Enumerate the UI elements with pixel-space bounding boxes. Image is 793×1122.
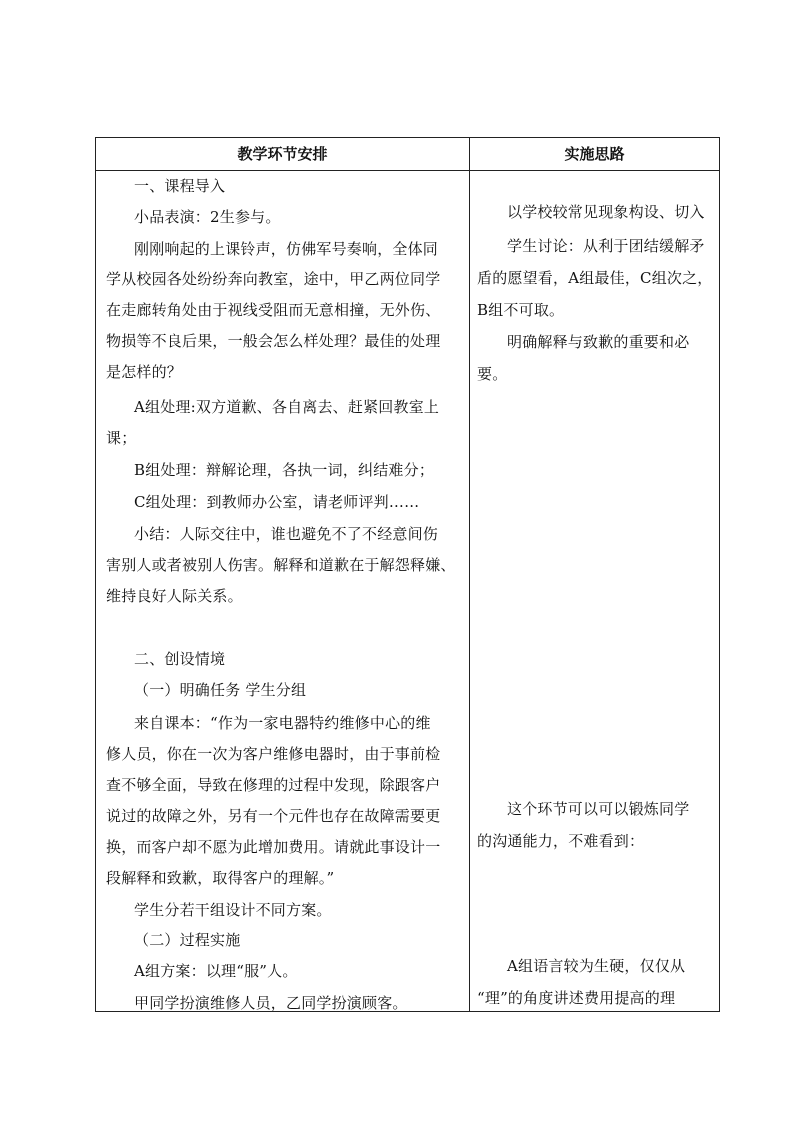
left-line: 说过的故障之外，另有一个元件也存在故障需要更 — [106, 807, 441, 825]
left-line: 物损等不良后果，一般会怎么样处理？最佳的处理 — [106, 332, 441, 350]
right-line: 要。 — [477, 365, 508, 383]
left-line: A组方案：以理“服”人。 — [134, 962, 298, 980]
left-line: 查不够全面，导致在修理的过程中发现，除跟客户 — [106, 776, 441, 794]
right-line: 明确解释与致歉的重要和必 — [507, 333, 690, 351]
left-line: A组处理:双方道歉、各自离去、赶紧回教室上 — [134, 398, 440, 416]
left-line: 维持良好人际关系。 — [106, 587, 243, 605]
left-line: 学从校园各处纷纷奔向教室，途中，甲乙两位同学 — [106, 270, 441, 288]
right-line: B组不可取。 — [477, 301, 565, 319]
left-line: 课； — [106, 429, 137, 447]
right-line: 学生讨论：从利于团结缓解矛 — [507, 237, 705, 255]
teaching-arrangement-cell — [106, 171, 462, 1011]
left-line: 在走廊转角处由于视线受阻而无意相撞，无外伤、 — [106, 301, 441, 319]
header-implementation-ideas: 实施思路 — [564, 145, 625, 163]
right-line: 的沟通能力，不难看到： — [477, 832, 645, 850]
left-line: 段解释和致歉，取得客户的理解。” — [106, 869, 335, 887]
left-line: 来自课本：“作为一家电器特约维修中心的维 — [134, 714, 431, 732]
left-line: 小品表演：2生参与。 — [134, 208, 281, 226]
left-line: 学生分若干组设计不同方案。 — [134, 901, 332, 919]
left-line: 小结：人际交往中，谁也避免不了不经意间伤 — [134, 525, 439, 543]
right-line: 盾的愿望看，A组最佳，C组次之， — [477, 269, 713, 287]
right-line: “理”的角度讲述费用提高的理 — [477, 989, 676, 1007]
lesson-plan-table — [95, 137, 720, 1012]
left-line: 害别人或者被别人伤害。解释和道歉在于解怨释嫌、 — [106, 556, 456, 574]
left-line: 是怎样的？ — [106, 363, 183, 381]
table-header-row — [96, 138, 719, 171]
left-line: （一）明确任务 学生分组 — [134, 681, 307, 699]
left-line: 换，而客户却不愿为此增加费用。请就此事设计一 — [106, 838, 441, 856]
header-teaching-arrangement: 教学环节安排 — [237, 145, 328, 163]
left-line: 甲同学扮演维修人员，乙同学扮演顾客。 — [134, 994, 408, 1011]
left-line: 二、创设情境 — [134, 650, 226, 668]
left-line: B组处理：辩解论理，各执一词，纠结难分； — [134, 461, 435, 479]
implementation-ideas-cell — [477, 171, 713, 1011]
right-line: 以学校较常见现象构设、切入 — [507, 203, 705, 221]
column-divider — [469, 138, 470, 1011]
right-line: 这个环节可以可以锻炼同学 — [507, 800, 690, 818]
left-line: C组处理：到教师办公室，请老师评判…… — [134, 493, 420, 511]
left-line: 刚刚响起的上课铃声，仿佛军号奏响，全体同 — [134, 240, 439, 258]
left-line: 修人员，你在一次为客户维修电器时，由于事前检 — [106, 745, 441, 763]
left-line: （二）过程实施 — [134, 931, 241, 949]
left-line: 一、课程导入 — [134, 177, 226, 195]
right-line: A组语言较为生硬，仅仅从 — [507, 957, 686, 975]
